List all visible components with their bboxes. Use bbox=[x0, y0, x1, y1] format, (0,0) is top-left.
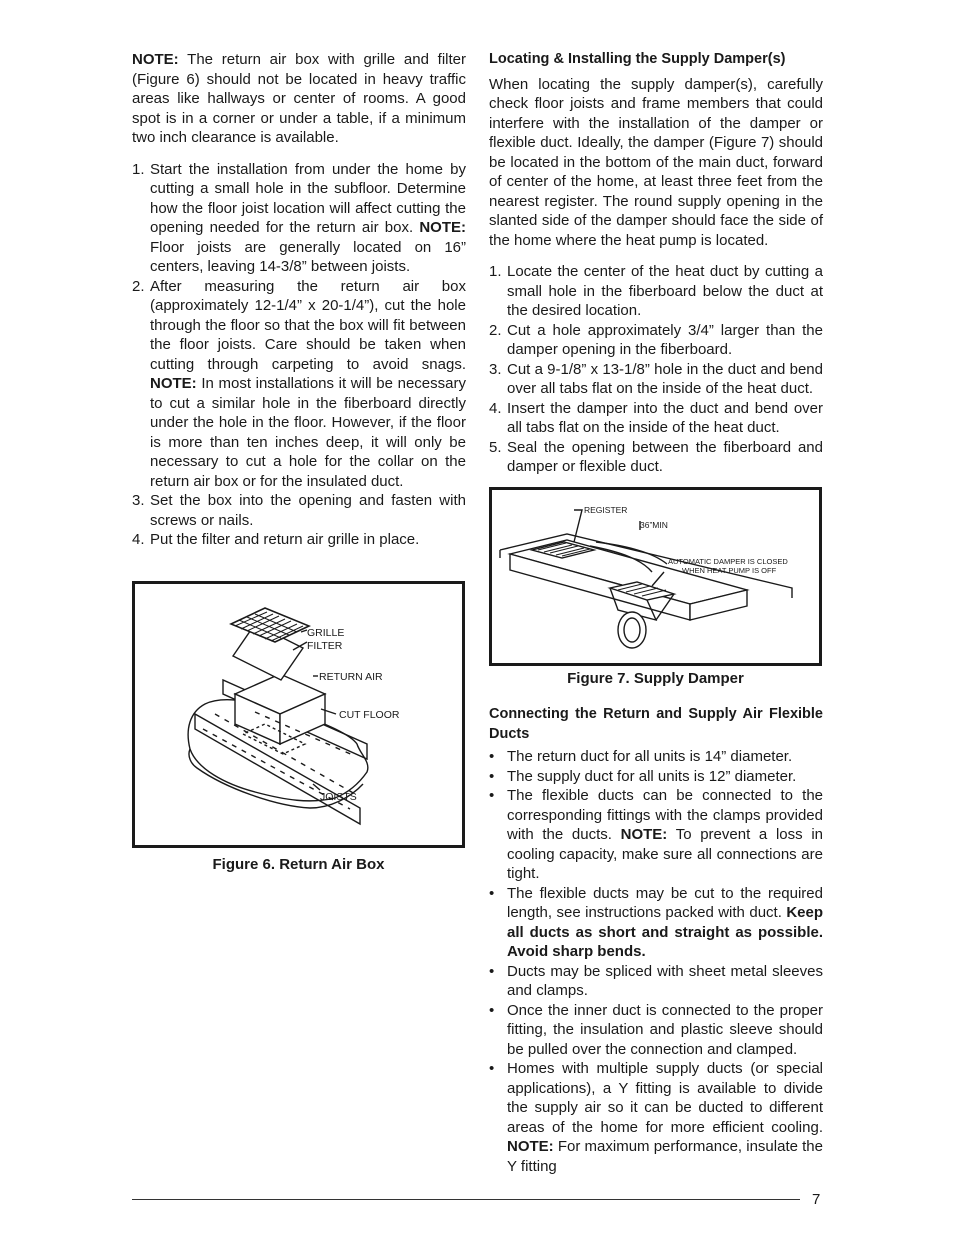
note-label: NOTE: bbox=[132, 51, 179, 68]
damper-steps bbox=[489, 262, 823, 477]
step-item bbox=[489, 262, 823, 321]
step-text: Start the installation from under the home by cutting a small hole in the subfloor. Determine how the floor joist location will affect cutting the opening needed for the return air box. bbox=[150, 160, 466, 236]
joists-label: JOISTS bbox=[320, 791, 357, 803]
register-label: REGISTER bbox=[584, 505, 628, 515]
step-number: 5. bbox=[489, 438, 502, 456]
grille-label: GRILLE bbox=[307, 627, 345, 639]
step-item bbox=[132, 530, 466, 550]
filter-label: FILTER bbox=[307, 640, 343, 652]
bullet-bold-text: Keep all ducts as short and straight as possible. Avoid sharp bends. bbox=[507, 904, 823, 960]
min-distance-label: 36”MIN bbox=[640, 520, 668, 530]
flex-ducts-bullets bbox=[489, 747, 823, 1176]
step-text: Set the box into the opening and fasten with screws or nails. bbox=[150, 492, 466, 529]
bullet-text: Homes with multiple supply ducts (or special applications), a Y fitting is available to divide the supply air so it can be ducted to different areas of the home for more efficient cooling. bbox=[507, 1060, 823, 1136]
bullet-text: The supply duct for all units is 12” diameter. bbox=[507, 767, 797, 785]
step-number: 1. bbox=[132, 160, 145, 178]
bullet-item: • The return duct for all units is 14” diameter. bbox=[489, 748, 793, 765]
supply-damper-intro: When locating the supply damper(s), carefully check floor joists and frame members that could interfere with the installation of the damper or flexible duct. Ideally, the damper (Figure 7) should be located in the bottom of the main duct, forward of center of the home, at least three feet from the nearest register. The round supply opening in the slanted side of the damper should face the side of the home where the heat pump is located. bbox=[489, 75, 823, 249]
figure-6-caption: Figure 6. Return Air Box bbox=[212, 856, 385, 873]
page-number: 7 bbox=[812, 1191, 821, 1208]
supply-damper-heading: Locating & Installing the Supply Damper(s) bbox=[489, 51, 786, 67]
step-text: Insert the damper into the duct and bend over all tabs flat on the inside of the heat duct. bbox=[507, 399, 823, 436]
right-column bbox=[489, 50, 823, 477]
bullet-text: The return duct for all units is 14” diameter. bbox=[507, 748, 793, 765]
step-number: 4. bbox=[489, 399, 502, 417]
step-item bbox=[132, 277, 466, 492]
bullet-item: • The supply duct for all units is 12” diameter. bbox=[489, 767, 797, 785]
flex-ducts-heading: Connecting the Return and Supply Air Flexible Ducts bbox=[489, 706, 823, 742]
step-number: 3. bbox=[132, 492, 145, 509]
step-item bbox=[489, 321, 823, 360]
step-item bbox=[489, 438, 823, 477]
bullet-item: • Ducts may be spliced with sheet metal sleeves and clamps. bbox=[489, 962, 823, 999]
note-text: The return air box with grille and filter (Figure 6) should not be located in heavy traffic areas like hallways or center of rooms. A good spot is in a corner or under a table, if a minimum two inch clearance is available. bbox=[132, 51, 466, 146]
step-item bbox=[132, 160, 466, 277]
step-text: Put the filter and return air grille in place. bbox=[150, 531, 420, 548]
bullet-item: • The flexible ducts may be cut to the required length, see instructions packed with duct. Keep all ducts as short and straight as possible. Avoid sharp bends. bbox=[489, 884, 823, 960]
cut-floor-label: CUT FLOOR bbox=[339, 709, 400, 721]
figure-7-caption: Figure 7. Supply Damper bbox=[567, 670, 744, 687]
left-column bbox=[132, 50, 466, 550]
bullet-text: Ducts may be spliced with sheet metal sleeves and clamps. bbox=[507, 962, 823, 999]
figure-6-return-air-box bbox=[132, 581, 465, 848]
step-item bbox=[489, 360, 823, 399]
damper-note-line1: AUTOMATIC DAMPER IS CLOSED bbox=[668, 557, 788, 566]
bullet-note-text: To prevent a loss in cooling capacity, make sure all connections are tight. bbox=[507, 826, 823, 882]
step-note-label: NOTE: bbox=[419, 219, 466, 236]
step-note-text: Floor joists are generally located on 16” centers, leaving 14-3/8” between joists. bbox=[150, 238, 466, 275]
bullet-item: • The flexible ducts can be connected to the corresponding fittings with the clamps provided with the ducts. NOTE: To prevent a loss in cooling capacity, make sure all connections are tight. bbox=[489, 787, 823, 882]
step-text: Seal the opening between the fiberboard and damper or flexible duct. bbox=[507, 438, 823, 475]
step-number: 2. bbox=[132, 277, 145, 295]
step-text: Locate the center of the heat duct by cutting a small hole in the fiberboard below the duct at the desired location. bbox=[507, 263, 823, 319]
step-number: 4. bbox=[132, 531, 145, 548]
step-note-text: In most installations it will be necessary to cut a similar hole in the fiberboard directly under the hole in the floor. However, if the floor is more than ten inches deep, it will only be necessary to cut a hole for the collar on the return air box or for the insulated duct. bbox=[150, 375, 466, 490]
return-box-steps bbox=[132, 160, 466, 550]
damper-note-line2: WHEN HEAT PUMP IS OFF bbox=[682, 566, 777, 575]
bullet-item: • Homes with multiple supply ducts (or special applications), a Y fitting is available to divide the supply air so it can be ducted to different areas of the home for more efficient cooling. NOTE: For maximum performance, insulate the Y fitting bbox=[489, 1060, 823, 1175]
flex-ducts-heading-line bbox=[489, 705, 823, 744]
step-note-label: NOTE: bbox=[150, 375, 197, 392]
bullet-note-label: NOTE: bbox=[620, 826, 668, 843]
return-air-label: RETURN AIR bbox=[319, 671, 383, 683]
bullet-note-label: NOTE: bbox=[507, 1138, 554, 1155]
step-number: 2. bbox=[489, 321, 502, 339]
note-paragraph bbox=[132, 50, 466, 148]
bullet-note-text: For maximum performance, insulate the Y fitting bbox=[507, 1138, 823, 1175]
footer-rule bbox=[132, 1199, 800, 1200]
figure-7-supply-damper bbox=[489, 487, 822, 666]
step-text: Cut a 9-1/8” x 13-1/8” hole in the duct and bend over all tabs flat on the inside of the heat duct. bbox=[507, 360, 823, 397]
step-item bbox=[489, 399, 823, 438]
bullet-text: Once the inner duct is connected to the proper fitting, the insulation and plastic sleeve should be pulled over the connection and clamped. bbox=[507, 1001, 823, 1058]
supply-damper-illustration bbox=[492, 490, 819, 663]
right-column-lower bbox=[489, 705, 823, 1176]
bullet-text: The flexible ducts can be connected to the corresponding fittings with the clamps provided with the ducts. bbox=[507, 787, 823, 843]
step-number: 3. bbox=[489, 360, 502, 378]
step-text: Cut a hole approximately 3/4” larger than the damper opening in the fiberboard. bbox=[507, 321, 823, 358]
return-air-box-illustration bbox=[135, 584, 462, 845]
bullet-text: The flexible ducts may be cut to the required length, see instructions packed with duct. bbox=[507, 884, 823, 921]
step-text: After measuring the return air box (approximately 12-1/4” x 20-1/4”), cut the hole through the floor so that the box will fit between the floor joists. Care should be taken when cutting through carpeting to avoid snags. bbox=[150, 277, 466, 373]
step-item bbox=[132, 491, 466, 530]
step-number: 1. bbox=[489, 263, 502, 280]
bullet-item: • Once the inner duct is connected to the proper fitting, the insulation and plastic sleeve should be pulled over the connection and clamped. bbox=[489, 1001, 823, 1058]
